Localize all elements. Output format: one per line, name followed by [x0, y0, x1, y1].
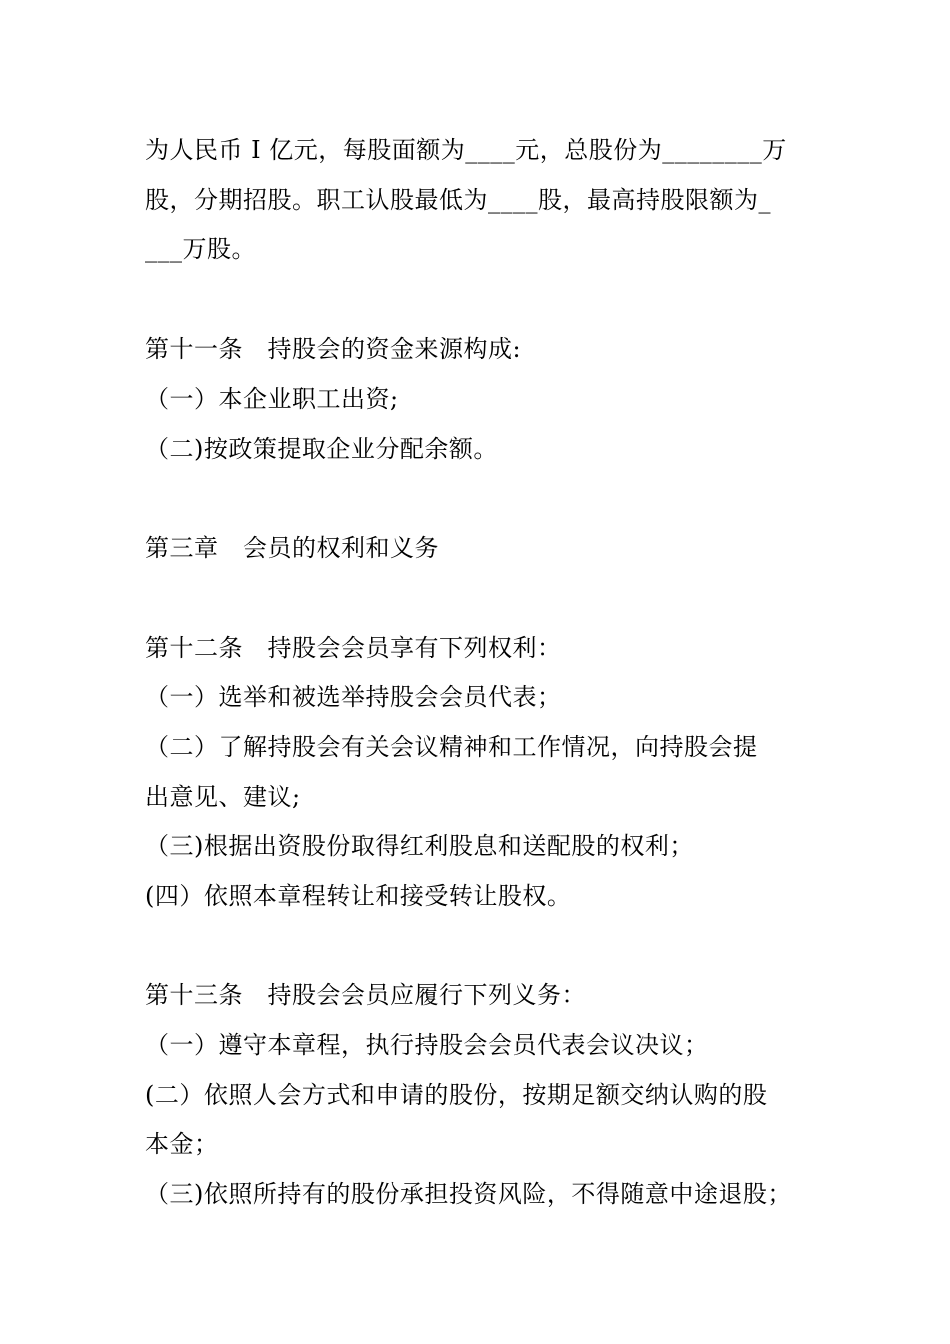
paragraph-line: 为人民币 I 亿元，每股面额为____元，总股份为________万	[145, 136, 787, 164]
article-13-item-3: （三)依照所持有的股份承担投资风险，不得随意中途退股；	[145, 1180, 792, 1208]
article-13-title: 第十三条 持股会会员应履行下列义务：	[145, 981, 586, 1009]
article-11-item-1: （一）本企业职工出资;	[145, 385, 399, 413]
article-11-item-2: （二)按政策提取企业分配余额。	[145, 435, 498, 463]
paragraph-line: 股，分期招股。职工认股最低为____股，最高持股限额为_	[145, 186, 771, 214]
article-13-item-1: （一）遵守本章程，执行持股会会员代表会议决议；	[145, 1031, 709, 1059]
article-12-item-2-line-1: （二）了解持股会有关会议精神和工作情况，向持股会提	[145, 733, 758, 761]
paragraph-line: ___万股。	[145, 235, 256, 263]
article-12-item-3: （三)根据出资股份取得红利股息和送配股的权利；	[145, 832, 694, 860]
article-13-item-2-line-2: 本金；	[145, 1130, 219, 1158]
article-13-item-2-line-1: (二）依照人会方式和申请的股份，按期足额交纳认购的股	[145, 1081, 768, 1109]
article-11-title: 第十一条 持股会的资金来源构成:	[145, 335, 522, 363]
article-12-item-4: (四）依照本章程转让和接受转让股权。	[145, 882, 572, 910]
chapter-3-title: 第三章 会员的权利和义务	[145, 534, 439, 562]
article-12-item-2-line-2: 出意见、建议;	[145, 783, 301, 811]
article-12-title: 第十二条 持股会会员享有下列权利：	[145, 634, 562, 662]
article-12-item-1: （一）选举和被选举持股会会员代表；	[145, 683, 562, 711]
